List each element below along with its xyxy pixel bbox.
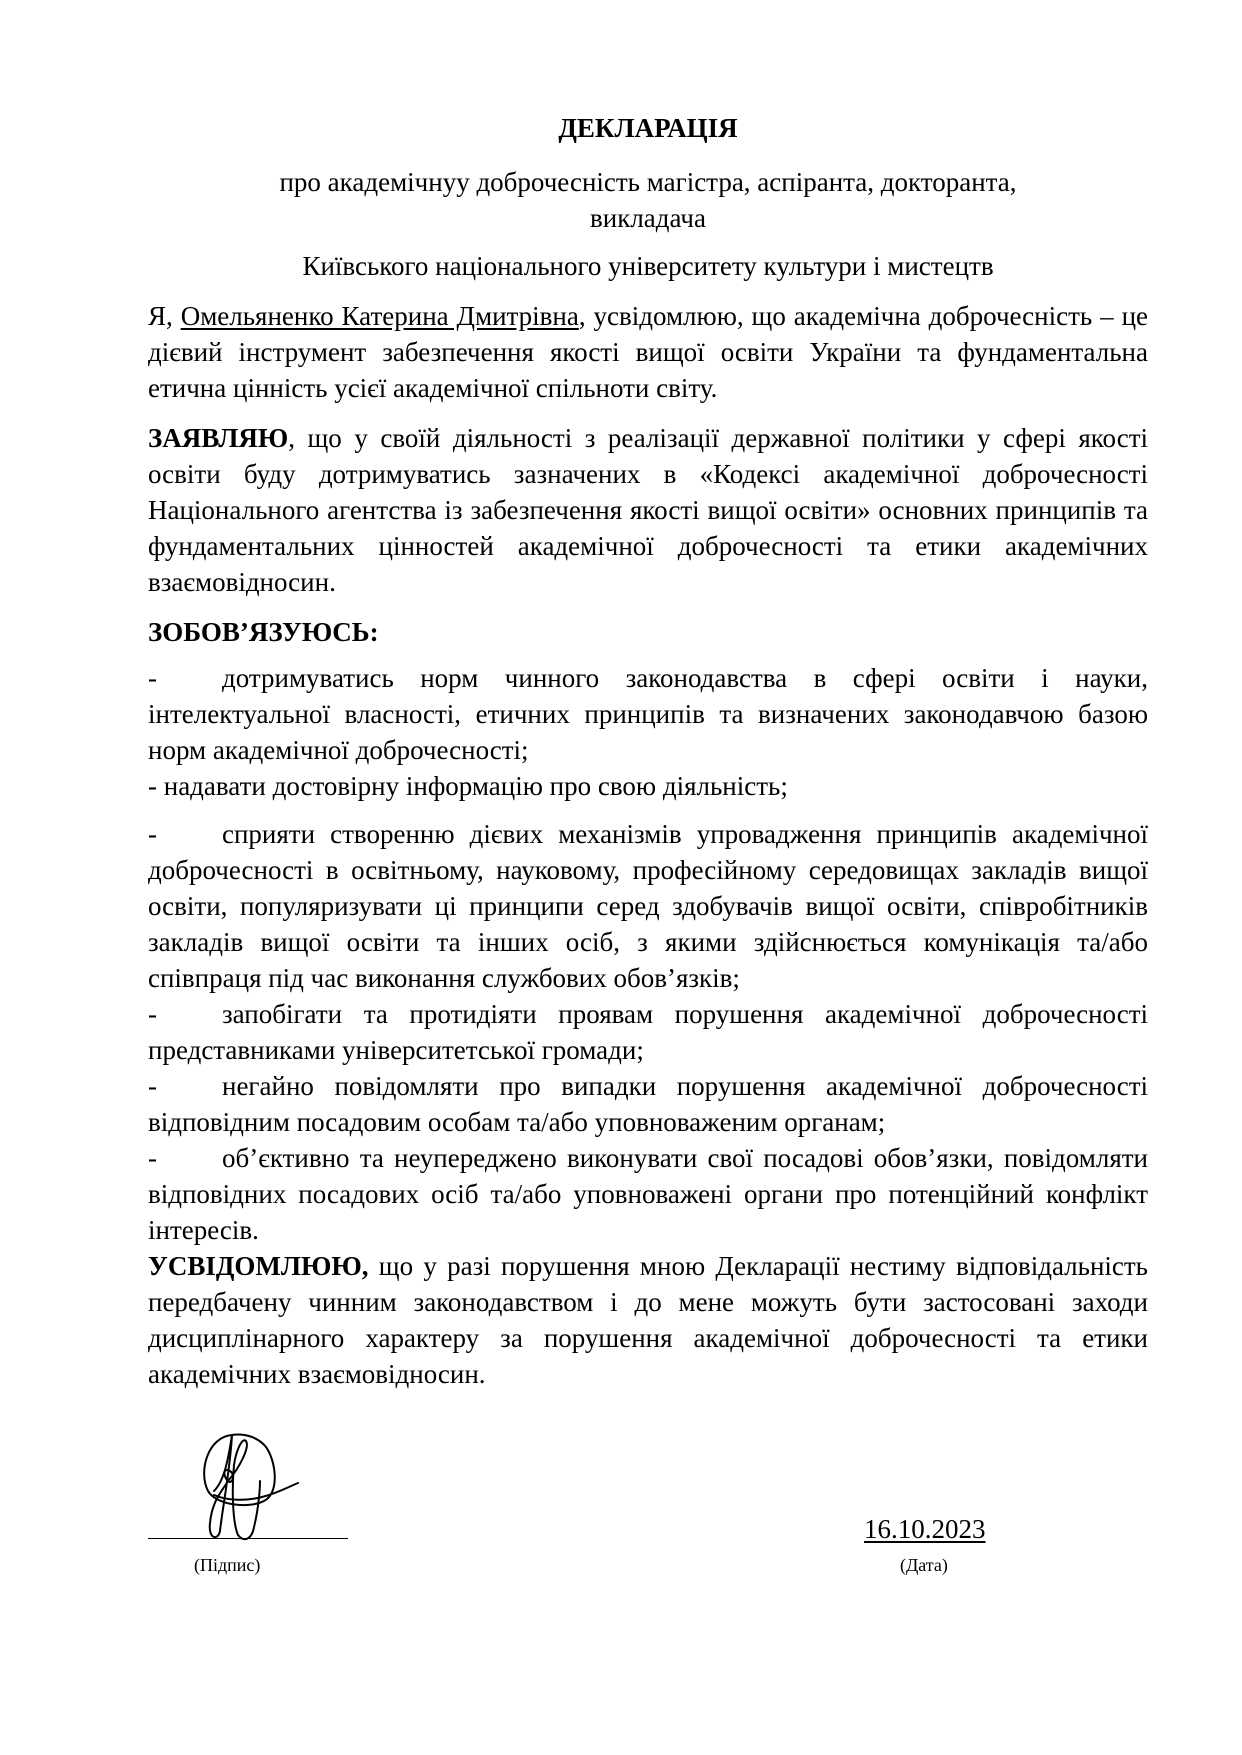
date-value: 16.10.2023 <box>864 1514 986 1544</box>
dash-marker: - <box>148 663 157 693</box>
date-caption: (Дата) <box>900 1555 948 1575</box>
dash-marker: - <box>148 1071 157 1101</box>
intro-paragraph <box>148 298 1148 406</box>
signature-caption: (Підпис) <box>194 1555 261 1575</box>
aware-text: що у разі порушення мною Декларації нестиму відповідальність передбачену чинним законодавством і до мене можуть бути застосовані заходи дисциплінарного характеру за порушення академічної доброчесності та етики академічних взаємовідносин. <box>148 1251 1148 1389</box>
subtitle-line-1: про академічнуу доброчесність магістра, аспіранта, докторанта, <box>279 167 1017 197</box>
declare-paragraph <box>148 420 1148 600</box>
subtitle-line-2: викладача <box>590 203 706 233</box>
dash-marker: - <box>148 1143 157 1173</box>
obligations-list <box>148 660 1148 1248</box>
university-name: Київського національного університету культури і мистецтв <box>302 251 994 281</box>
obligations-heading: ЗОБОВ’ЯЗУЮСЬ: <box>148 617 379 647</box>
obligation-text: дотримуватись норм чинного законодавства в сфері освіти і науки, інтелектуальної власності, етичних принципів та визначених законодавчою базою норм академічної доброчесності; <box>148 663 1148 765</box>
declare-keyword: ЗАЯВЛЯЮ <box>148 423 289 453</box>
obligation-text: сприяти створенню дієвих механізмів упровадження принципів академічної доброчесності в освітньому, науковому, професійному середовищах закладів вищої освіти, популяризувати ці принципи серед здобувачів вищої освіти, співробітників закладів вищої освіти та інших осіб, з якими здійснюється комунікація та/або співпраця під час виконання службових обов’язків; <box>148 819 1148 993</box>
obligation-item <box>148 816 1148 996</box>
declarant-name: Омельяненко Катерина Дмитрівна <box>180 301 579 331</box>
signature-line <box>148 1538 348 1539</box>
document-body <box>148 110 1148 1406</box>
obligation-item <box>148 660 1148 768</box>
obligation-text: негайно повідомляти про випадки порушення академічної доброчесності відповідним посадовим особам та/або уповноваженим органам; <box>148 1071 1148 1137</box>
intro-text: , усвідомлюю, що академічна доброчесність – це дієвий інструмент забезпечення якості вищої освіти України та фундаментальна етична цінність усієї академічної спільноти світу. <box>148 301 1149 403</box>
intro-prefix: Я, <box>148 301 173 331</box>
handwritten-signature-icon <box>188 1431 318 1541</box>
aware-keyword: УСВІДОМЛЮЮ, <box>148 1251 369 1281</box>
obligation-text: запобігати та протидіяти проявам порушення академічної доброчесності представниками університетської громади; <box>148 999 1148 1065</box>
dash-marker: - <box>148 819 157 849</box>
obligation-text: об’єктивно та неупереджено виконувати свої посадові обов’язки, повідомляти відповідних посадових осіб та/або уповноважені органи про потенційний конфлікт інтересів. <box>148 1143 1148 1245</box>
declare-text: , що у своїй діяльності з реалізації державної політики у сфері якості освіти буду дотримуватись зазначених в «Кодексі академічної доброчесності Національного агентства із забезпечення якості вищої освіти» основних принципів та фундаментальних цінностей академічної доброчесності та етики академічних взаємовідносин. <box>148 423 1148 597</box>
obligation-item <box>148 1140 1148 1248</box>
document-title: ДЕКЛАРАЦІЯ <box>558 113 738 143</box>
document-subtitle <box>148 164 1148 236</box>
aware-paragraph <box>148 1248 1148 1392</box>
obligation-text: надавати достовірну інформацію про свою діяльність; <box>163 771 788 801</box>
dash-marker: - <box>148 999 157 1029</box>
obligation-item <box>148 996 1148 1068</box>
obligation-item <box>148 1068 1148 1140</box>
signature-block <box>148 1425 1148 1605</box>
dash-marker: - <box>148 771 157 801</box>
obligation-item <box>148 768 1148 804</box>
